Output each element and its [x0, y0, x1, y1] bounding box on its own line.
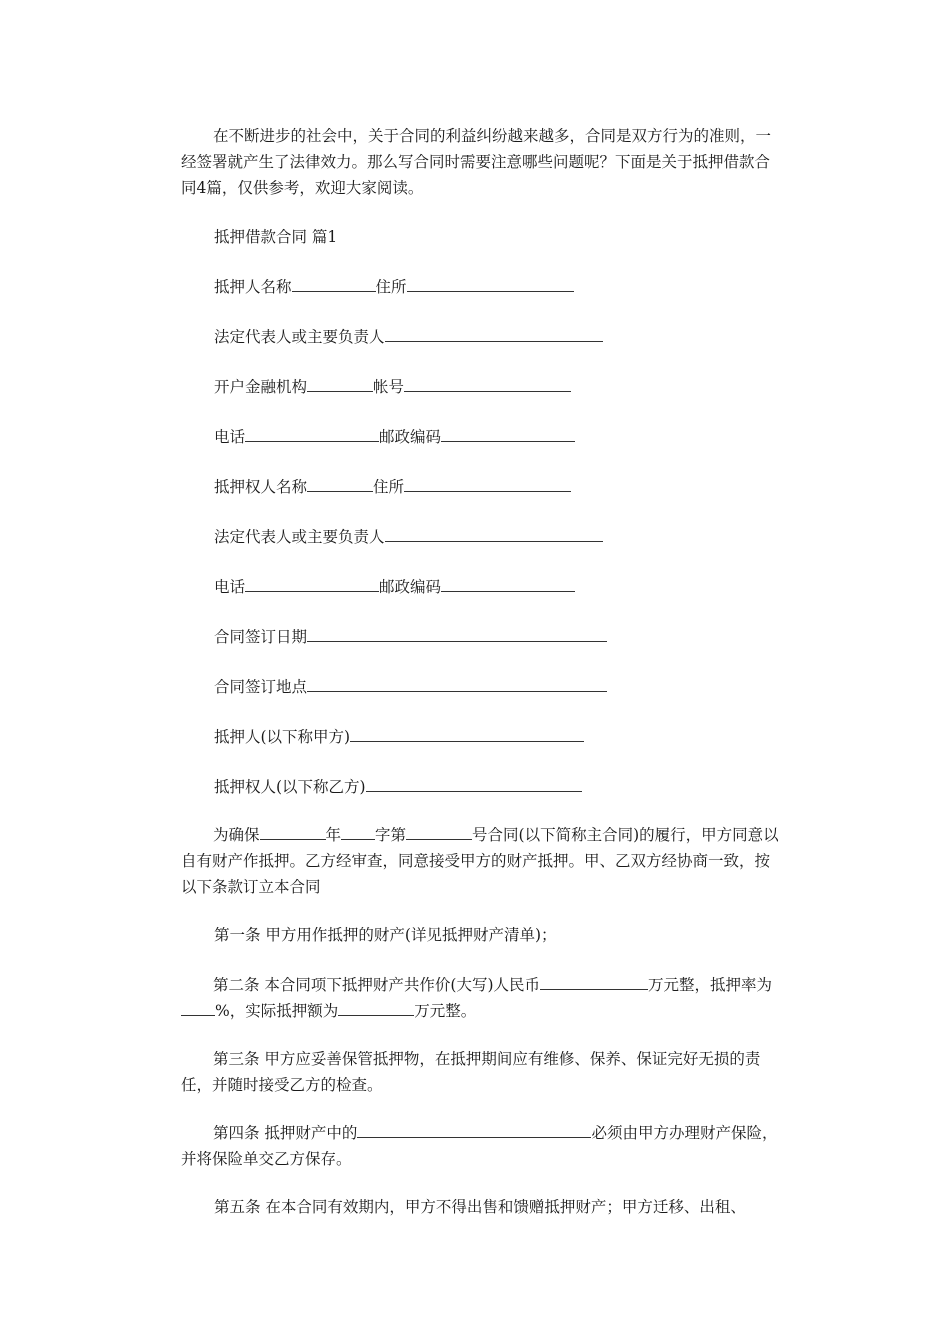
- field-row-mortgagee: [214, 474, 571, 500]
- field-row-bank: [214, 374, 571, 400]
- label-party-b: 抵押权人(以下称乙方): [214, 778, 366, 796]
- blank-postcode[interactable]: [441, 426, 575, 442]
- blank-mortgagor-name[interactable]: [292, 276, 376, 292]
- label-sign-place: 合同签订地点: [214, 678, 308, 696]
- text-purpose-c: 字第: [375, 826, 407, 844]
- field-row-party-b: [214, 774, 582, 800]
- article-3: [181, 1046, 781, 1098]
- text-art4-a: 第四条 抵押财产中的: [213, 1124, 358, 1142]
- field-row-phone-2: [214, 574, 575, 600]
- blank-account[interactable]: [404, 376, 571, 392]
- text-art2-a: 第二条 本合同项下抵押财产共作价(大写)人民币: [213, 976, 541, 994]
- label-address: 住所: [375, 278, 407, 296]
- blank-number[interactable]: [406, 824, 472, 840]
- text-art4-b: 必须由甲方办理财产保险，并将保险单交乙方保存。: [181, 1124, 778, 1168]
- blank-phone[interactable]: [245, 426, 379, 442]
- blank-word[interactable]: [341, 824, 375, 840]
- label-bank: 开户金融机构: [214, 378, 308, 396]
- text-art2-d: 万元整。: [414, 1002, 477, 1020]
- blank-insured-property[interactable]: [357, 1122, 591, 1138]
- field-row-mortgagor: [214, 274, 574, 300]
- blank-total-value[interactable]: [540, 974, 648, 990]
- section-title: 抵押借款合同 篇1: [214, 228, 338, 246]
- label-phone-2: 电话: [214, 578, 246, 596]
- blank-year-code[interactable]: [260, 824, 326, 840]
- field-row-phone: [214, 424, 575, 450]
- blank-address-2[interactable]: [404, 476, 571, 492]
- label-legal-rep: 法定代表人或主要负责人: [214, 328, 385, 346]
- article-4: [181, 1120, 781, 1172]
- intro-text: 在不断进步的社会中，关于合同的利益纠纷越来越多，合同是双方行为的准则，一经签署就产生了法律效力。那么写合同时需要注意哪些问题呢？下面是关于抵押借款合同4篇，仅供参考，欢迎大家阅读。: [181, 127, 772, 197]
- field-row-legal-rep-2: [214, 524, 603, 550]
- label-party-a: 抵押人(以下称甲方): [214, 728, 351, 746]
- label-legal-rep-2: 法定代表人或主要负责人: [214, 528, 385, 546]
- text-art2-b: 万元整，抵押率为: [648, 976, 773, 994]
- blank-rate[interactable]: [181, 1000, 215, 1016]
- blank-sign-date[interactable]: [307, 626, 607, 642]
- text-purpose-a: 为确保: [213, 826, 260, 844]
- text-art3: 第三条 甲方应妥善保管抵押物，在抵押期间应有维修、保养、保证完好无损的责任，并随时接受乙方的检查。: [181, 1050, 761, 1094]
- blank-legal-rep[interactable]: [385, 326, 603, 342]
- text-purpose-d: 号合同(以下简称主合同)的履行，甲方同意以自有财产作抵押。乙方经审查，同意接受甲方的财产抵押。甲、乙双方经协商一致，按以下条款订立本合同: [181, 826, 779, 896]
- paragraph-purpose: [181, 822, 781, 900]
- label-postcode: 邮政编码: [379, 428, 442, 446]
- blank-postcode-2[interactable]: [441, 576, 575, 592]
- blank-bank[interactable]: [307, 376, 373, 392]
- text-art2-c: %，实际抵押额为: [215, 1002, 339, 1020]
- blank-sign-place[interactable]: [307, 676, 607, 692]
- article-2: [181, 972, 781, 1024]
- blank-party-a[interactable]: [350, 726, 584, 742]
- blank-legal-rep-2[interactable]: [385, 526, 603, 542]
- intro-paragraph: [181, 123, 781, 201]
- article-1: 第一条 甲方用作抵押的财产(详见抵押财产清单)；: [214, 926, 557, 944]
- blank-phone-2[interactable]: [245, 576, 379, 592]
- label-mortgagor-name: 抵押人名称: [214, 278, 292, 296]
- blank-address[interactable]: [407, 276, 574, 292]
- field-row-sign-place: [214, 674, 607, 700]
- label-postcode-2: 邮政编码: [379, 578, 442, 596]
- label-account: 帐号: [373, 378, 405, 396]
- label-phone: 电话: [214, 428, 246, 446]
- label-sign-date: 合同签订日期: [214, 628, 308, 646]
- field-row-legal-rep: [214, 324, 603, 350]
- label-address-2: 住所: [373, 478, 405, 496]
- blank-party-b[interactable]: [366, 776, 582, 792]
- article-5: 第五条 在本合同有效期内，甲方不得出售和馈赠抵押财产；甲方迁移、出租、: [214, 1198, 746, 1216]
- text-purpose-b: 年: [325, 826, 342, 844]
- field-row-sign-date: [214, 624, 607, 650]
- label-mortgagee-name: 抵押权人名称: [214, 478, 308, 496]
- blank-mortgagee-name[interactable]: [307, 476, 373, 492]
- blank-actual-amount[interactable]: [338, 1000, 414, 1016]
- field-row-party-a: [214, 724, 584, 750]
